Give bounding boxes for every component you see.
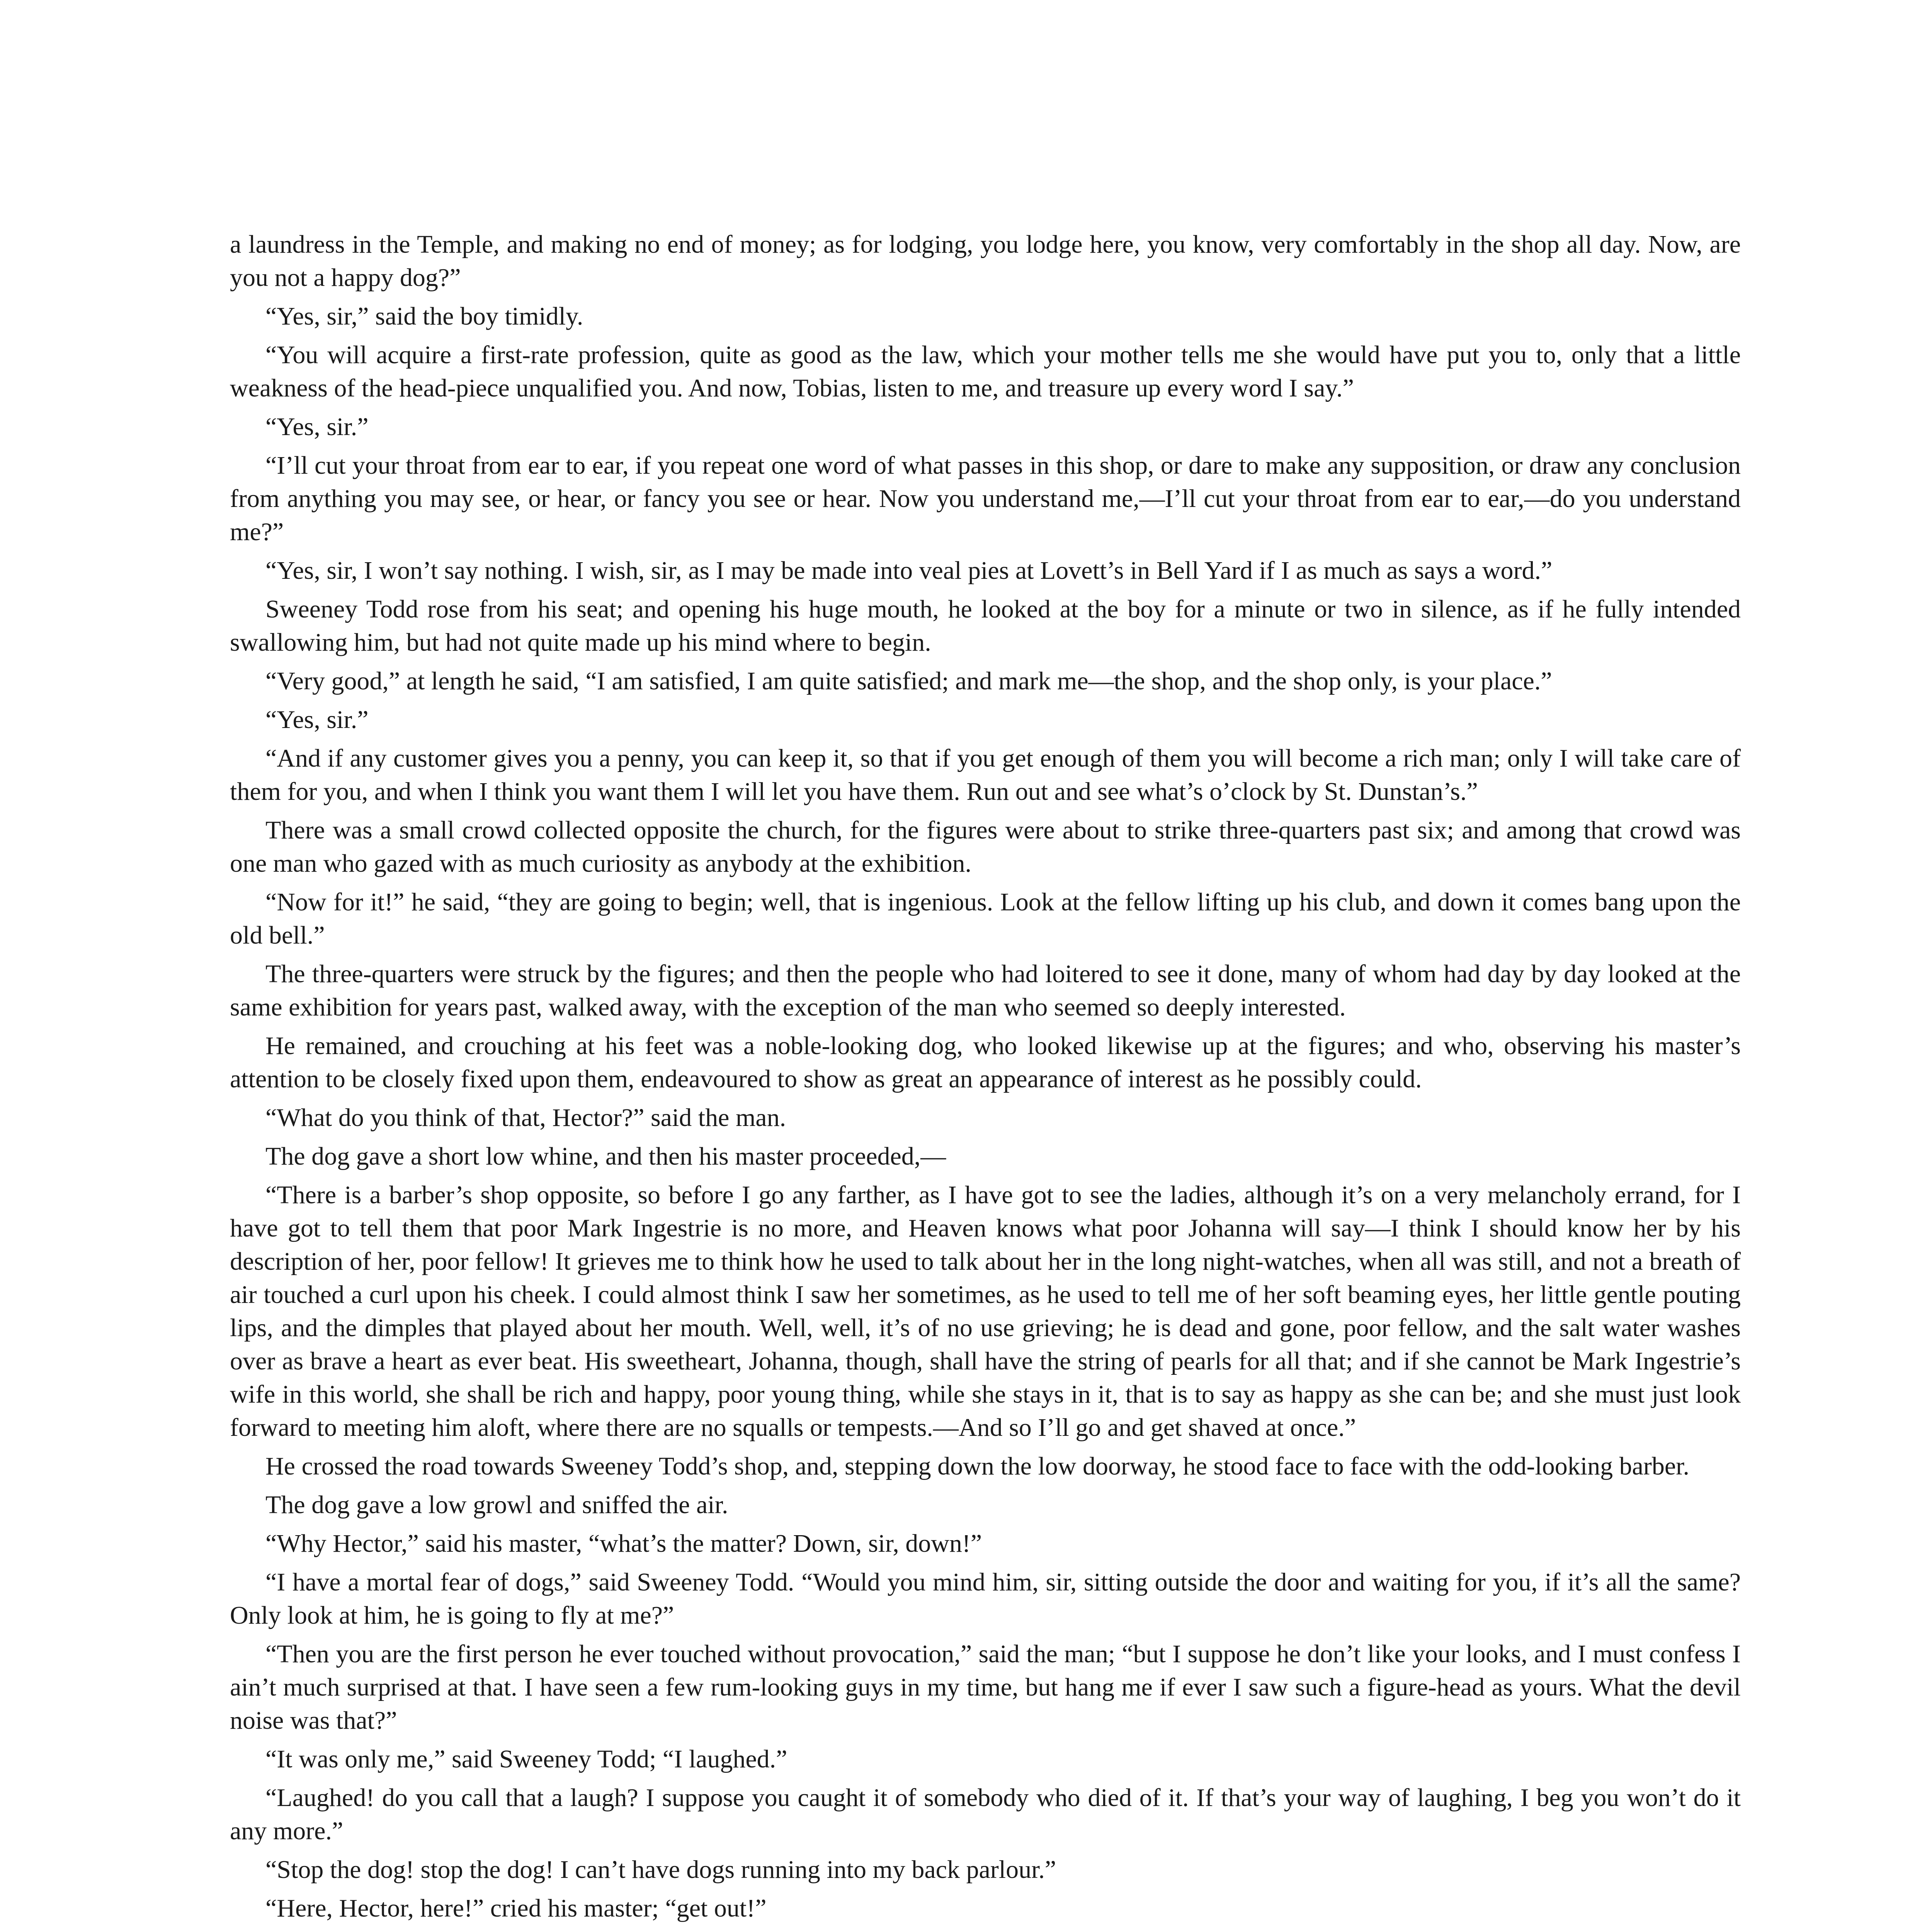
paragraph (230, 1488, 1741, 1522)
paragraph-text: “Here, Hector, here!” cried his master; “get out!” (265, 1894, 767, 1922)
paragraph (230, 1853, 1741, 1886)
paragraph (230, 1566, 1741, 1632)
paragraph (230, 1638, 1741, 1737)
paragraph-text: “Yes, sir,” said the boy timidly. (265, 302, 583, 330)
paragraph (230, 593, 1741, 659)
paragraph-text: “There is a barber’s shop opposite, so before I go any farther, as I have got to see the ladies, although it’s on a very melancholy errand, for I have got to tell them that poor Mark Ingestrie is no more, and Heaven knows what poor Johanna will say—I think I should know her by his description of her, poor fellow! It grieves me to think how he used to talk about her in the long night-watches, when all was still, and not a breath of air touched a curl upon his cheek. I could almost think I saw her sometimes, as he used to tell me of her soft beaming eyes, her little gentle pouting lips, and the dimples that played about her mouth. Well, well, it’s of no use grieving; he is dead and gone, poor fellow, and the salt water washes over as brave a heart as ever beat. His sweetheart, Johanna, though, shall have the string of pearls for all that; and if she cannot be Mark Ingestrie’s wife in this world, she shall be rich and happy, poor young thing, while she stays in it, that is to say as happy as she can be; and she must just look forward to meeting him aloft, where there are no squalls or tempests.—And so I’ll go and get shaved at once.” (230, 1181, 1741, 1442)
paragraph-text: “What do you think of that, Hector?” said the man. (265, 1104, 786, 1132)
paragraph-text: “Then you are the first person he ever touched without provocation,” said the man; “but I suppose he don’t like your looks, and I must confess I ain’t much surprised at that. I have seen a few rum-looking guys in my time, but hang me if ever I saw such a figure-head as yours. What the devil noise was that?” (230, 1640, 1741, 1735)
paragraph-text: “Very good,” at length he said, “I am satisfied, I am quite satisfied; and mark me—the shop, and the shop only, is your place.” (265, 667, 1552, 695)
paragraph-text: He remained, and crouching at his feet was a noble-looking dog, who looked likewise up at the figures; and who, observing his master’s attention to be closely fixed upon them, endeavoured to show as great an appearance of interest as he possibly could. (230, 1032, 1741, 1093)
paragraph (230, 1781, 1741, 1848)
paragraph (230, 410, 1741, 444)
paragraph (230, 814, 1741, 880)
paragraph (230, 703, 1741, 736)
paragraph (230, 1892, 1741, 1925)
paragraph-text: He crossed the road towards Sweeney Todd’s shop, and, stepping down the low doorway, he stood face to face with the odd-looking barber. (265, 1452, 1690, 1480)
paragraph-text: “Laughed! do you call that a laugh? I suppose you caught it of somebody who died of it. If that’s your way of laughing, I beg you won’t do it any more.” (230, 1784, 1741, 1845)
paragraph-text: “And if any customer gives you a penny, you can keep it, so that if you get enough of them you will become a rich man; only I will take care of them for you, and when I think you want them I will let you have them. Run out and see what’s o’clock by St. Dunstan’s.” (230, 744, 1741, 806)
paragraph (230, 449, 1741, 549)
paragraph (230, 1450, 1741, 1483)
paragraph-text: “Yes, sir.” (265, 413, 369, 441)
paragraph-text: “Now for it!” he said, “they are going to begin; well, that is ingenious. Look at the fellow lifting up his club, and down it comes bang upon the old bell.” (230, 888, 1741, 949)
paragraph (230, 228, 1741, 294)
paragraph (230, 665, 1741, 698)
paragraph (230, 742, 1741, 808)
paragraph (230, 957, 1741, 1024)
paragraph (230, 1101, 1741, 1134)
paragraph-text: “Why Hector,” said his master, “what’s the matter? Down, sir, down!” (265, 1529, 982, 1558)
paragraph (230, 1179, 1741, 1444)
paragraph (230, 1743, 1741, 1776)
paragraph-text: “Yes, sir, I won’t say nothing. I wish, sir, as I may be made into veal pies at Lovett’s in Bell Yard if I as much as says a word.” (265, 556, 1553, 585)
paragraph-text: “Stop the dog! stop the dog! I can’t have dogs running into my back parlour.” (265, 1855, 1056, 1884)
paragraph (230, 1029, 1741, 1096)
paragraph-text: “Yes, sir.” (265, 706, 369, 734)
paragraph (230, 1140, 1741, 1173)
paragraph-text: “It was only me,” said Sweeney Todd; “I laughed.” (265, 1745, 787, 1773)
paragraph-text: The dog gave a low growl and sniffed the air. (265, 1491, 728, 1519)
paragraph-text: Sweeney Todd rose from his seat; and opening his huge mouth, he looked at the boy for a minute or two in silence, as if he fully intended swallowing him, but had not quite made up his mind where to begin. (230, 595, 1741, 656)
paragraph-text: “You will acquire a first-rate profession, quite as good as the law, which your mother tells me she would have put you to, only that a little weakness of the head-piece unqualified you. And now, Tobias, listen to me, and treasure up every word I say.” (230, 341, 1741, 402)
paragraph (230, 300, 1741, 333)
paragraph (230, 1527, 1741, 1560)
paragraph (230, 554, 1741, 587)
paragraph-text: The three-quarters were struck by the figures; and then the people who had loitered to see it done, many of whom had day by day looked at the same exhibition for years past, walked away, with the exception of the man who seemed so deeply interested. (230, 960, 1741, 1021)
paragraph (230, 338, 1741, 405)
paragraph-text: “I’ll cut your throat from ear to ear, if you repeat one word of what passes in this shop, or dare to make any supposition, or draw any conclusion from anything you may see, or hear, or fancy you see or hear. Now you understand me,—I’ll cut your throat from ear to ear,—do you understand me?” (230, 451, 1741, 546)
paragraph-text: There was a small crowd collected opposite the church, for the figures were about to strike three-quarters past six; and among that crowd was one man who gazed with as much curiosity as anybody at the exhibition. (230, 816, 1741, 878)
body-text (230, 228, 1741, 1932)
paragraph-text: a laundress in the Temple, and making no end of money; as for lodging, you lodge here, you know, very comfortably in the shop all day. Now, are you not a happy dog?” (230, 230, 1741, 292)
paragraph (230, 1930, 1741, 1932)
paragraph-text: The dog gave a short low whine, and then his master proceeded,— (265, 1142, 946, 1170)
paragraph-text: “I have a mortal fear of dogs,” said Sweeney Todd. “Would you mind him, sir, sitting outside the door and waiting for you, if it’s all the same? Only look at him, he is going to fly at me?” (230, 1568, 1741, 1629)
paragraph (230, 886, 1741, 952)
